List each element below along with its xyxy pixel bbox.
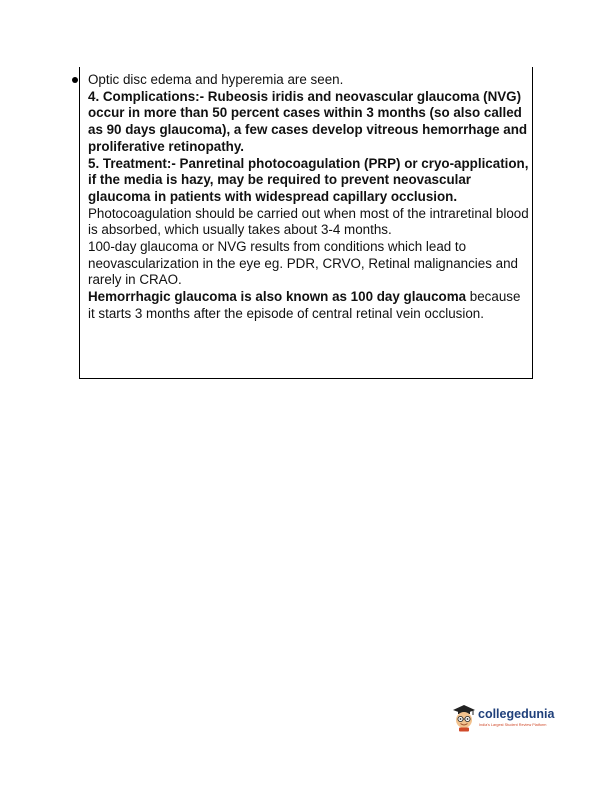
hemorrhagic-glaucoma-bold: Hemorrhagic glaucoma is also known as 100 day glaucoma [88, 289, 467, 305]
paragraph-optic-disc: Optic disc edema and hyperemia are seen. [88, 72, 344, 87]
paragraph-treatment: 5. Treatment:- Panretinal photocoagulation (PRP) or cryo-application, if the media is hazy, may be required to prevent neovascular glaucoma in patients with widespread capillary occlusion. [88, 155, 529, 204]
hemorrhagic-glaucoma-normal: because it starts 3 months after the episode of central retinal vein occlusion. [88, 289, 521, 321]
mascot-icon [452, 704, 476, 732]
document-text [88, 72, 530, 323]
paragraph-photocoagulation: Photocoagulation should be carried out when most of the intraretinal blood is absorbed, which usually takes about 3-4 months. [88, 205, 529, 238]
paragraph-100-day-glaucoma: 100-day glaucoma or NVG results from conditions which lead to neovascularization in the eye eg. PDR, CRVO, Retinal malignancies and rarely in CRAO. [88, 239, 518, 288]
paragraph-complications: 4. Complications:- Rubeosis iridis and neovascular glaucoma (NVG) occur in more than 50 percent cases within 3 months (so also called as 90 days glaucoma), a few cases develop vitreous hemorrhage and proliferative retinopathy. [88, 88, 528, 154]
paragraph-hemorrhagic-glaucoma [88, 289, 530, 322]
logo-name: collegedunia [478, 707, 555, 721]
bullet-point [72, 77, 78, 83]
logo-tagline: India's Largest Student Review Platform [479, 723, 547, 727]
collegedunia-logo [452, 704, 572, 736]
